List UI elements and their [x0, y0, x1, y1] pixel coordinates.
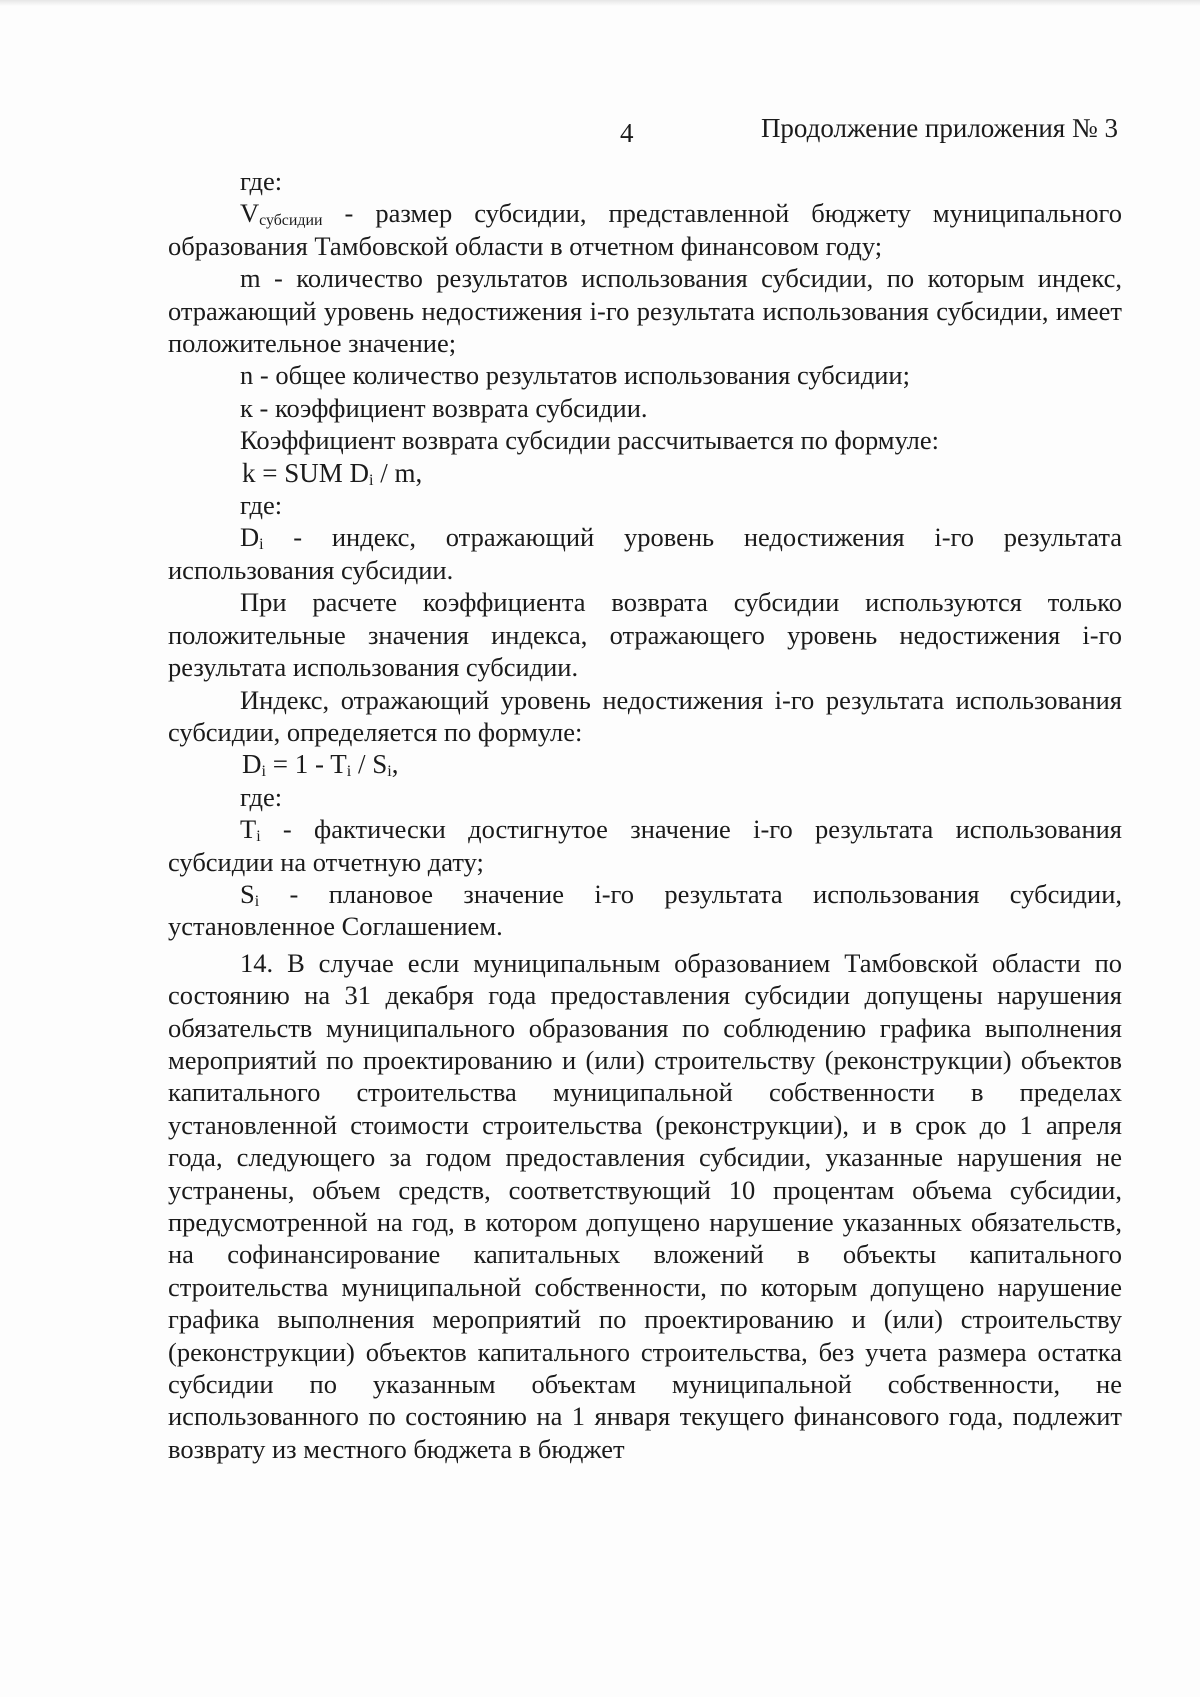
d-formula-sub-3: i	[387, 762, 392, 781]
scan-edge	[0, 0, 1200, 6]
v-definition-text: - размер субсидии, представленной бюджету муниципального образования Тамбовской области в отчетном финансовом году;	[168, 198, 1122, 261]
d-formula-s: / S	[351, 749, 388, 780]
t-definition	[168, 813, 1122, 878]
d-formula	[168, 748, 1122, 780]
m-definition: m - количество результатов использования субсидии, по которым индекс, отражающий уровень недостижения i-го результата использования субсидии, имеет положительное значение;	[168, 263, 1122, 359]
d-symbol: D	[240, 522, 260, 553]
s-symbol: S	[240, 878, 255, 909]
d-formula-sub-1: i	[261, 762, 266, 781]
positive-values-note: При расчете коэффициента возврата субсидии используются только положительные значения индекса, отражающего уровень недостижения i-го результата использования субсидии.	[168, 587, 1122, 683]
s-definition-text: - плановое значение i-го результата использования субсидии, установленное Соглашением.	[168, 878, 1122, 942]
k-formula-right: / m,	[373, 457, 423, 488]
index-formula-intro: Индекс, отражающий уровень недостижения i-го результата использования субсидии, определяется по формуле:	[168, 684, 1122, 747]
d-formula-t: = 1 - T	[266, 749, 347, 780]
k-definition: к - коэффициент возврата субсидии.	[240, 392, 648, 423]
d-definition-text: - индекс, отражающий уровень недостижения i-го результата использования субсидии.	[168, 522, 1122, 585]
t-symbol: T	[240, 814, 257, 845]
v-subscript: субсидии	[259, 212, 323, 230]
d-formula-comma: ,	[391, 749, 399, 780]
d-definition	[168, 521, 1122, 586]
d-subscript: i	[259, 536, 264, 554]
d-formula-d: D	[242, 749, 262, 780]
where-label-3: где:	[240, 781, 283, 812]
v-symbol: V	[240, 198, 260, 229]
appendix-continuation-label: Продолжение приложения № 3	[760, 113, 1118, 143]
document-body	[168, 165, 1122, 1465]
v-subsidy-definition	[168, 197, 1122, 262]
k-formula-left: k = SUM D	[242, 457, 369, 488]
s-subscript: i	[254, 892, 260, 910]
s-definition	[168, 878, 1122, 943]
where-label-1: где:	[240, 166, 283, 196]
page-header	[0, 108, 1200, 148]
page-number: 4	[620, 118, 634, 148]
k-formula-subscript: i	[369, 470, 374, 489]
d-formula-sub-2: i	[346, 762, 352, 781]
paragraph-14: 14. В случае если муниципальным образованием Тамбовской области по состоянию на 31 декабря года предоставления субсидии допущены нарушения обязательств муниципального образования по соблюдению графика выполнения мероприятий по проектированию и (или) строительству (реконструкции) объектов капитального строительства муниципальной собственности в пределах установленной стоимости строительства (реконструкции), и в срок до 1 апреля года, следующего за годом предоставления субсидии, указанные нарушения не устранены, объем средств, соответствующий 10 процентам объема субсидии, предусмотренной на год, в котором допущено нарушение указанных обязательств, на софинансирование капитальных вложений в объекты капитального строительства муниципальной собственности, по которым допущено нарушение графика выполнения мероприятий по проектированию и (или) строительству (реконструкции) объектов капитального строительства, без учета размера остатка субсидии по указанным объектам муниципальной собственности, не использованного по состоянию на 1 января текущего финансового года, подлежит возврату из местного бюджета в бюджет	[168, 947, 1122, 1464]
where-label-2: где:	[240, 490, 283, 521]
n-definition: n - общее количество результатов использования субсидии;	[240, 360, 910, 391]
k-formula	[168, 457, 1122, 489]
t-subscript: i	[256, 828, 261, 846]
t-definition-text: - фактически достигнутое значение i-го результата использования субсидии на отчетную дату;	[168, 814, 1122, 877]
k-formula-intro: Коэффициент возврата субсидии рассчитывается по формуле:	[240, 425, 940, 456]
